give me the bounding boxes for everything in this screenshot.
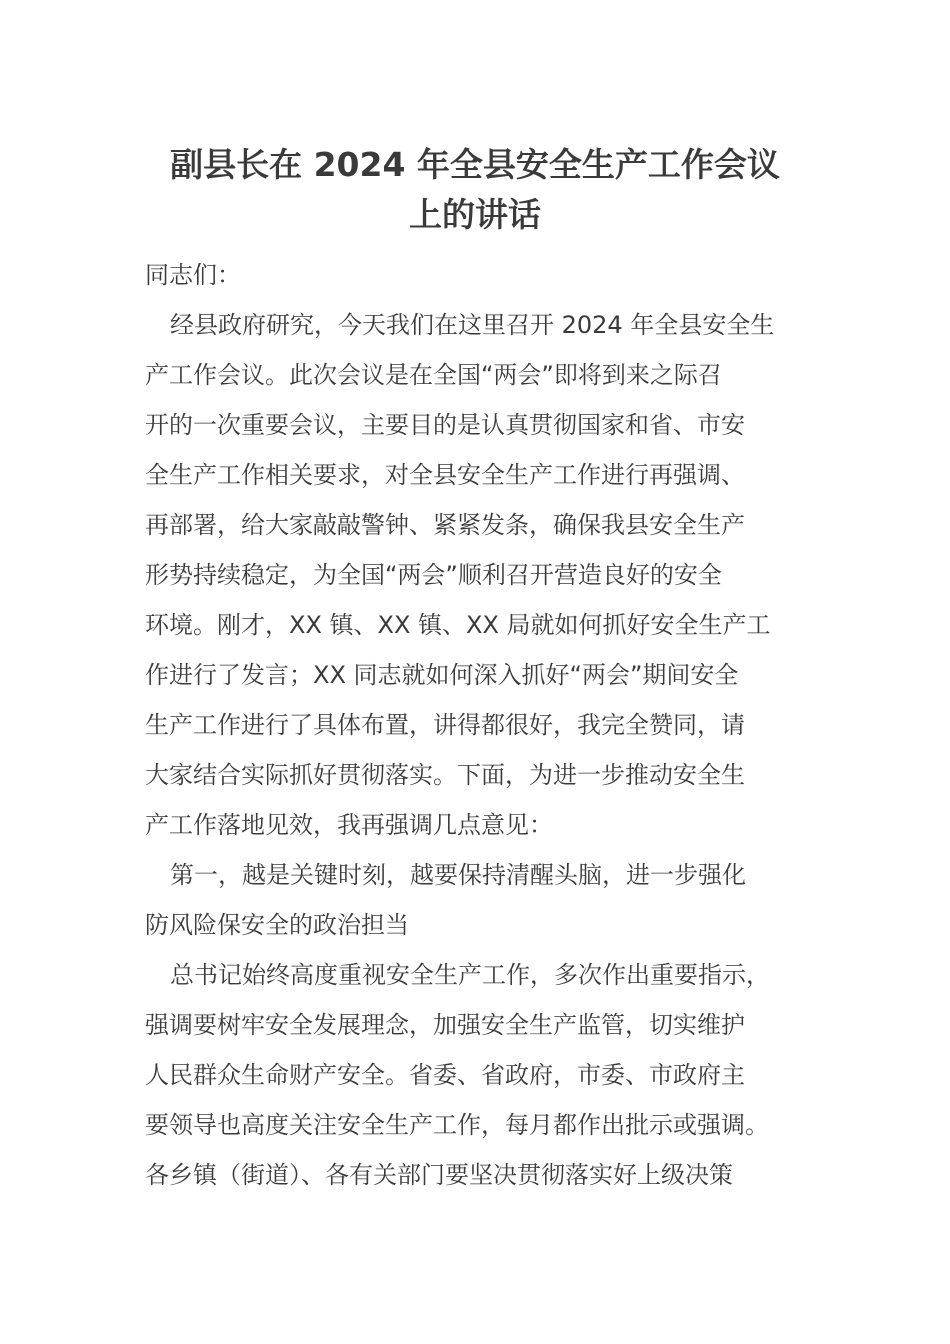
document-title <box>140 140 810 240</box>
text-line: 总书记始终高度重视安全生产工作，多次作出重要指示， <box>170 961 770 989</box>
text-line: 同志们： <box>145 261 241 289</box>
text-line: 产工作落地见效，我再强调几点意见： <box>145 811 553 839</box>
text-line: 经县政府研究，今天我们在这里召开 2024 年全县安全生 <box>170 311 775 339</box>
text-line: 产工作会议。此次会议是在全国“两会”即将到来之际召 <box>145 361 722 389</box>
text-line: 强调要树牢安全发展理念，加强安全生产监管，切实维护 <box>145 1011 745 1039</box>
title-line-1: 副县长在 2024 年全县安全生产工作会议 <box>170 145 780 184</box>
text-line: 人民群众生命财产安全。省委、省政府，市委、市政府主 <box>145 1061 745 1089</box>
text-line: 防风险保安全的政治担当 <box>145 911 409 939</box>
text-line: 作进行了发言；XX 同志就如何深入抓好“两会”期间安全 <box>145 661 739 689</box>
document-body <box>145 250 825 1200</box>
text-line: 大家结合实际抓好贯彻落实。下面，为进一步推动安全生 <box>145 761 745 789</box>
text-line: 形势持续稳定，为全国“两会”顺利召开营造良好的安全 <box>145 561 722 589</box>
text-line: 第一，越是关键时刻，越要保持清醒头脑，进一步强化 <box>170 861 746 889</box>
text-line: 全生产工作相关要求，对全县安全生产工作进行再强调、 <box>145 461 745 489</box>
text-line: 生产工作进行了具体布置，讲得都很好，我完全赞同，请 <box>145 711 745 739</box>
text-line: 各乡镇（街道）、各有关部门要坚决贯彻落实好上级决策 <box>145 1161 733 1189</box>
title-line-2: 上的讲话 <box>409 195 541 234</box>
text-line: 开的一次重要会议，主要目的是认真贯彻国家和省、市安 <box>145 411 745 439</box>
text-line: 要领导也高度关注安全生产工作，每月都作出批示或强调。 <box>145 1111 769 1139</box>
text-line: 再部署，给大家敲敲警钟、紧紧发条，确保我县安全生产 <box>145 511 745 539</box>
text-line: 环境。刚才，XX 镇、XX 镇、XX 局就如何抓好安全生产工 <box>145 611 771 639</box>
